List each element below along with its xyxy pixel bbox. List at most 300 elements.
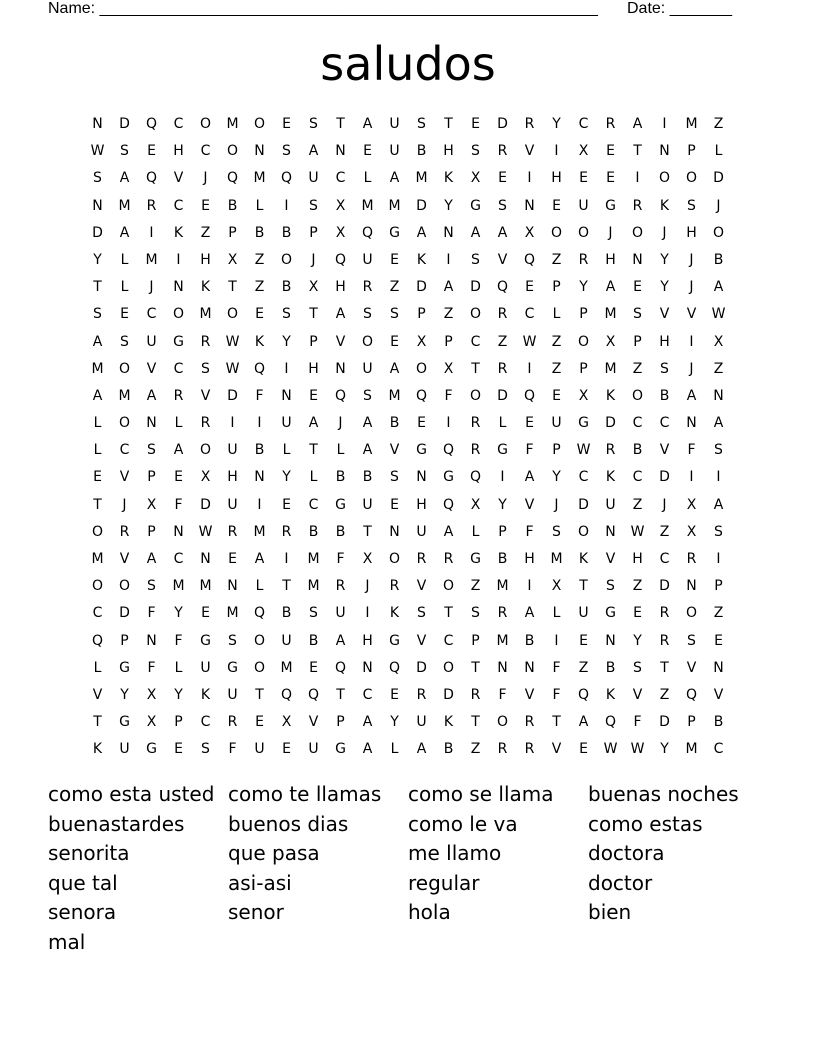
grid-letter: N xyxy=(92,116,103,132)
grid-letter: D xyxy=(443,686,454,703)
grid-letter: R xyxy=(146,197,157,214)
grid-letter: B xyxy=(227,197,238,214)
grid-letter: R xyxy=(470,686,481,703)
grid-letter: G xyxy=(470,551,481,567)
grid-letter: P xyxy=(633,333,642,350)
grid-letter: A xyxy=(497,224,508,241)
grid-letter: N xyxy=(254,143,265,160)
grid-letter: R xyxy=(605,116,616,132)
grid-row xyxy=(84,111,732,138)
grid-letter: H xyxy=(416,496,427,513)
grid-letter: X xyxy=(470,170,481,187)
grid-letter: H xyxy=(362,632,373,649)
grid-letter: K xyxy=(578,551,589,567)
grid-letter: X xyxy=(200,469,211,486)
grid-letter: S xyxy=(633,659,642,676)
grid-letter: Z xyxy=(200,224,211,241)
grid-letter: M xyxy=(91,360,104,377)
grid-row xyxy=(84,165,732,192)
grid-letter: L xyxy=(363,170,372,187)
grid-letter: T xyxy=(309,442,318,459)
grid-letter: E xyxy=(147,143,156,160)
word-bank-item: como estas xyxy=(588,811,703,836)
grid-letter: S xyxy=(93,170,102,187)
grid-row xyxy=(84,519,732,546)
grid-letter: Q xyxy=(253,360,266,377)
grid-letter: P xyxy=(687,143,696,160)
grid-letter: C xyxy=(200,714,211,731)
grid-letter: Z xyxy=(632,496,643,513)
grid-letter: Z xyxy=(659,686,670,703)
grid-row xyxy=(84,356,732,383)
grid-letter: C xyxy=(470,333,481,350)
grid-letter: T xyxy=(93,279,102,296)
grid-letter: M xyxy=(118,197,131,214)
grid-letter: Y xyxy=(552,116,561,132)
grid-letter: N xyxy=(173,523,184,540)
grid-letter: Y xyxy=(444,197,453,214)
grid-letter: X xyxy=(281,714,292,731)
grid-letter: U xyxy=(551,415,562,432)
grid-letter: R xyxy=(686,551,697,567)
grid-letter: C xyxy=(632,469,643,486)
grid-letter: A xyxy=(119,224,130,241)
grid-letter: R xyxy=(524,714,535,731)
grid-letter: A xyxy=(92,333,103,350)
grid-letter: M xyxy=(199,578,212,595)
grid-letter: M xyxy=(604,360,617,377)
grid-letter: S xyxy=(282,306,291,323)
grid-letter: J xyxy=(689,279,694,296)
grid-letter: L xyxy=(120,251,129,268)
grid-letter: P xyxy=(228,224,237,241)
grid-row xyxy=(84,410,732,437)
grid-letter: J xyxy=(203,170,208,187)
grid-letter: Q xyxy=(523,251,536,268)
grid-letter: E xyxy=(606,170,615,187)
grid-letter: F xyxy=(228,741,237,758)
grid-letter: A xyxy=(362,741,373,758)
grid-letter: A xyxy=(470,224,481,241)
grid-row xyxy=(84,628,732,655)
grid-letter: U xyxy=(146,333,157,350)
grid-letter: P xyxy=(444,333,453,350)
grid-letter: Y xyxy=(174,605,183,622)
grid-letter: D xyxy=(470,279,481,296)
name-field-label: Name: ________________________________________________________ xyxy=(48,0,598,17)
grid-letter: V xyxy=(524,686,535,703)
grid-letter: Z xyxy=(497,333,508,350)
grid-letter: D xyxy=(659,578,670,595)
grid-letter: E xyxy=(633,279,642,296)
grid-letter: N xyxy=(605,632,616,649)
grid-letter: O xyxy=(685,605,698,622)
grid-letter: E xyxy=(174,469,183,486)
header-line xyxy=(48,0,732,20)
grid-letter: V xyxy=(335,333,346,350)
grid-letter: G xyxy=(605,197,616,214)
grid-letter: W xyxy=(225,360,240,377)
grid-letter: P xyxy=(417,306,426,323)
grid-letter: F xyxy=(444,387,453,404)
grid-letter: B xyxy=(254,442,265,459)
grid-letter: X xyxy=(605,333,616,350)
word-bank-item: que tal xyxy=(48,870,118,895)
grid-letter: J xyxy=(338,415,343,432)
grid-letter: O xyxy=(199,442,212,459)
grid-letter: A xyxy=(605,279,616,296)
grid-letter: N xyxy=(686,578,697,595)
grid-letter: E xyxy=(390,251,399,268)
grid-letter: F xyxy=(552,686,561,703)
grid-letter: O xyxy=(712,224,725,241)
grid-letter: E xyxy=(525,415,534,432)
grid-letter: U xyxy=(227,686,238,703)
grid-letter: O xyxy=(442,578,455,595)
grid-letter: W xyxy=(711,306,726,323)
grid-letter: S xyxy=(471,605,480,622)
grid-letter: V xyxy=(686,659,697,676)
grid-letter: I xyxy=(446,251,451,268)
grid-letter: G xyxy=(119,659,130,676)
grid-letter: M xyxy=(280,659,293,676)
grid-letter: E xyxy=(174,741,183,758)
grid-letter: Y xyxy=(579,279,588,296)
grid-letter: K xyxy=(659,197,670,214)
grid-letter: A xyxy=(362,116,373,132)
grid-letter: F xyxy=(687,442,696,459)
grid-letter: M xyxy=(253,170,266,187)
grid-letter: R xyxy=(416,551,427,567)
grid-letter: O xyxy=(577,333,590,350)
grid-letter: N xyxy=(713,659,724,676)
grid-row xyxy=(84,492,732,519)
grid-letter: U xyxy=(227,496,238,513)
grid-letter: R xyxy=(470,415,481,432)
grid-letter: S xyxy=(363,387,372,404)
grid-letter: Y xyxy=(282,333,291,350)
grid-letter: H xyxy=(659,333,670,350)
grid-letter: S xyxy=(714,523,723,540)
grid-letter: B xyxy=(389,415,400,432)
grid-letter: T xyxy=(579,578,588,595)
grid-letter: H xyxy=(551,170,562,187)
grid-letter: X xyxy=(146,686,157,703)
grid-letter: X xyxy=(335,224,346,241)
grid-letter: S xyxy=(552,523,561,540)
grid-letter: I xyxy=(284,360,289,377)
grid-letter: L xyxy=(282,442,291,459)
grid-letter: R xyxy=(524,116,535,132)
grid-row xyxy=(84,573,732,600)
grid-letter: A xyxy=(524,469,535,486)
grid-row xyxy=(84,274,732,301)
grid-letter: D xyxy=(416,279,427,296)
grid-letter: L xyxy=(390,741,399,758)
word-bank-item: como te llamas xyxy=(228,782,382,806)
grid-letter: I xyxy=(500,469,505,486)
grid-letter: C xyxy=(713,741,724,758)
grid-row xyxy=(84,193,732,220)
grid-letter: Q xyxy=(307,686,320,703)
grid-letter: C xyxy=(119,442,130,459)
grid-letter: V xyxy=(308,714,319,731)
grid-letter: L xyxy=(714,143,723,160)
grid-letter: K xyxy=(605,686,616,703)
grid-letter: F xyxy=(525,523,534,540)
grid-letter: R xyxy=(119,523,130,540)
grid-letter: S xyxy=(309,605,318,622)
grid-letter: R xyxy=(443,551,454,567)
grid-letter: A xyxy=(308,415,319,432)
grid-letter: L xyxy=(336,442,345,459)
grid-letter: A xyxy=(389,360,400,377)
grid-letter: X xyxy=(713,333,724,350)
word-bank-item: que pasa xyxy=(228,841,320,866)
grid-letter: D xyxy=(497,387,508,404)
grid-letter: G xyxy=(389,632,400,649)
grid-letter: T xyxy=(471,714,480,731)
word-bank-item: doctor xyxy=(588,870,653,895)
grid-letter: U xyxy=(119,741,130,758)
grid-letter: A xyxy=(578,714,589,731)
grid-letter: Q xyxy=(496,279,509,296)
grid-letter: N xyxy=(173,279,184,296)
grid-letter: P xyxy=(147,469,156,486)
grid-letter: P xyxy=(120,632,129,649)
grid-letter: N xyxy=(659,143,670,160)
grid-letter: I xyxy=(257,415,262,432)
grid-letter: S xyxy=(606,578,615,595)
grid-letter: D xyxy=(119,605,130,622)
grid-letter: P xyxy=(579,360,588,377)
grid-letter: L xyxy=(120,279,129,296)
grid-row xyxy=(84,682,732,709)
word-bank-item: como se llama xyxy=(408,782,554,806)
grid-letter: G xyxy=(389,224,400,241)
grid-letter: Z xyxy=(632,578,643,595)
grid-letter: A xyxy=(632,116,643,132)
grid-letter: G xyxy=(443,469,454,486)
grid-letter: T xyxy=(444,605,453,622)
grid-letter: A xyxy=(524,605,535,622)
grid-letter: A xyxy=(686,387,697,404)
grid-letter: Y xyxy=(660,251,669,268)
grid-letter: I xyxy=(716,551,721,567)
grid-letter: N xyxy=(146,632,157,649)
grid-letter: Y xyxy=(390,714,399,731)
grid-letter: I xyxy=(527,360,532,377)
grid-letter: N xyxy=(389,523,400,540)
grid-letter: T xyxy=(93,714,102,731)
grid-letter: D xyxy=(497,116,508,132)
grid-letter: O xyxy=(442,659,455,676)
grid-letter: M xyxy=(91,551,104,567)
grid-letter: W xyxy=(198,523,213,540)
word-bank-item: senora xyxy=(48,900,117,925)
grid-letter: U xyxy=(605,496,616,513)
grid-letter: C xyxy=(173,197,184,214)
grid-letter: F xyxy=(174,632,183,649)
grid-letter: G xyxy=(335,741,346,758)
word-bank-item: bien xyxy=(588,900,632,925)
grid-letter: N xyxy=(200,551,211,567)
grid-letter: C xyxy=(200,143,211,160)
grid-letter: S xyxy=(282,143,291,160)
grid-letter: F xyxy=(633,714,642,731)
grid-letter: M xyxy=(361,197,374,214)
grid-letter: I xyxy=(689,333,694,350)
grid-letter: L xyxy=(255,197,264,214)
grid-letter: U xyxy=(416,714,427,731)
grid-letter: J xyxy=(608,224,613,241)
grid-letter: R xyxy=(200,415,211,432)
grid-letter: V xyxy=(524,143,535,160)
grid-letter: R xyxy=(497,306,508,323)
grid-letter: M xyxy=(496,632,509,649)
grid-letter: T xyxy=(309,306,318,323)
grid-letter: Z xyxy=(659,523,670,540)
grid-letter: O xyxy=(253,659,266,676)
grid-letter: O xyxy=(361,333,374,350)
grid-letter: S xyxy=(417,116,426,132)
grid-letter: V xyxy=(686,306,697,323)
grid-letter: Q xyxy=(280,170,293,187)
word-bank xyxy=(48,780,768,958)
grid-letter: V xyxy=(524,496,535,513)
grid-letter: G xyxy=(470,197,481,214)
grid-letter: Y xyxy=(498,496,507,513)
grid-letter: A xyxy=(362,714,373,731)
grid-letter: O xyxy=(550,224,563,241)
grid-letter: X xyxy=(470,496,481,513)
grid-letter: O xyxy=(631,387,644,404)
grid-letter: O xyxy=(253,116,266,132)
grid-letter: I xyxy=(149,224,154,241)
grid-letter: D xyxy=(713,170,724,187)
grid-letter: D xyxy=(659,469,670,486)
grid-letter: M xyxy=(226,605,239,622)
grid-letter: E xyxy=(390,496,399,513)
grid-letter: Q xyxy=(145,116,158,132)
grid-letter: K xyxy=(605,387,616,404)
grid-letter: E xyxy=(498,170,507,187)
grid-letter: V xyxy=(389,442,400,459)
grid-letter: K xyxy=(200,686,211,703)
grid-letter: A xyxy=(92,387,103,404)
grid-letter: H xyxy=(308,360,319,377)
grid-letter: F xyxy=(498,686,507,703)
grid-letter: S xyxy=(147,578,156,595)
grid-letter: R xyxy=(335,578,346,595)
grid-letter: S xyxy=(309,197,318,214)
grid-letter: Q xyxy=(91,632,104,649)
grid-letter: B xyxy=(335,523,346,540)
grid-letter: F xyxy=(255,387,264,404)
grid-letter: R xyxy=(173,387,184,404)
grid-letter: D xyxy=(416,197,427,214)
grid-letter: B xyxy=(281,605,292,622)
grid-letter: J xyxy=(689,251,694,268)
grid-letter: V xyxy=(146,360,157,377)
grid-letter: O xyxy=(226,306,239,323)
grid-letter: B xyxy=(308,632,319,649)
grid-letter: H xyxy=(227,469,238,486)
grid-letter: P xyxy=(309,224,318,241)
grid-letter: U xyxy=(200,659,211,676)
grid-letter: B xyxy=(713,251,724,268)
grid-letter: Y xyxy=(174,686,183,703)
grid-letter: M xyxy=(226,116,239,132)
grid-letter: H xyxy=(632,551,643,567)
grid-letter: Q xyxy=(361,224,374,241)
grid-letter: M xyxy=(388,387,401,404)
grid-letter: P xyxy=(579,306,588,323)
grid-letter: F xyxy=(336,551,345,567)
grid-letter: B xyxy=(632,442,643,459)
grid-letter: E xyxy=(417,415,426,432)
grid-letter: K xyxy=(200,279,211,296)
grid-letter: O xyxy=(496,714,509,731)
grid-letter: M xyxy=(415,170,428,187)
grid-letter: Z xyxy=(632,360,643,377)
grid-letter: E xyxy=(390,333,399,350)
grid-letter: P xyxy=(336,714,345,731)
grid-letter: D xyxy=(416,659,427,676)
grid-letter: P xyxy=(309,333,318,350)
grid-letter: T xyxy=(336,686,345,703)
grid-letter: R xyxy=(659,605,670,622)
grid-letter: O xyxy=(577,224,590,241)
grid-letter: V xyxy=(632,686,643,703)
grid-letter: O xyxy=(469,387,482,404)
grid-letter: A xyxy=(362,442,373,459)
grid-letter: M xyxy=(118,387,131,404)
grid-letter: I xyxy=(554,143,559,160)
grid-letter: W xyxy=(630,741,645,758)
grid-letter: K xyxy=(605,469,616,486)
grid-letter: C xyxy=(578,116,589,132)
grid-row xyxy=(84,736,732,763)
grid-letter: G xyxy=(335,496,346,513)
grid-letter: C xyxy=(92,605,103,622)
grid-letter: V xyxy=(416,578,427,595)
grid-letter: A xyxy=(335,632,346,649)
grid-letter: M xyxy=(496,578,509,595)
grid-letter: N xyxy=(335,360,346,377)
grid-letter: E xyxy=(633,605,642,622)
grid-row xyxy=(84,383,732,410)
grid-letter: B xyxy=(308,523,319,540)
grid-letter: E xyxy=(579,170,588,187)
grid-letter: M xyxy=(685,116,698,132)
grid-letter: Y xyxy=(120,686,129,703)
grid-letter: E xyxy=(228,551,237,567)
grid-letter: C xyxy=(335,170,346,187)
grid-letter: E xyxy=(255,714,264,731)
grid-letter: Q xyxy=(442,442,455,459)
grid-letter: Z xyxy=(254,251,265,268)
grid-letter: I xyxy=(554,632,559,649)
grid-letter: E xyxy=(93,469,102,486)
grid-letter: R xyxy=(281,523,292,540)
grid-letter: J xyxy=(662,496,667,513)
grid-letter: L xyxy=(471,523,480,540)
grid-letter: C xyxy=(578,469,589,486)
grid-letter: O xyxy=(658,170,671,187)
grid-letter: O xyxy=(577,523,590,540)
grid-letter: G xyxy=(119,714,130,731)
